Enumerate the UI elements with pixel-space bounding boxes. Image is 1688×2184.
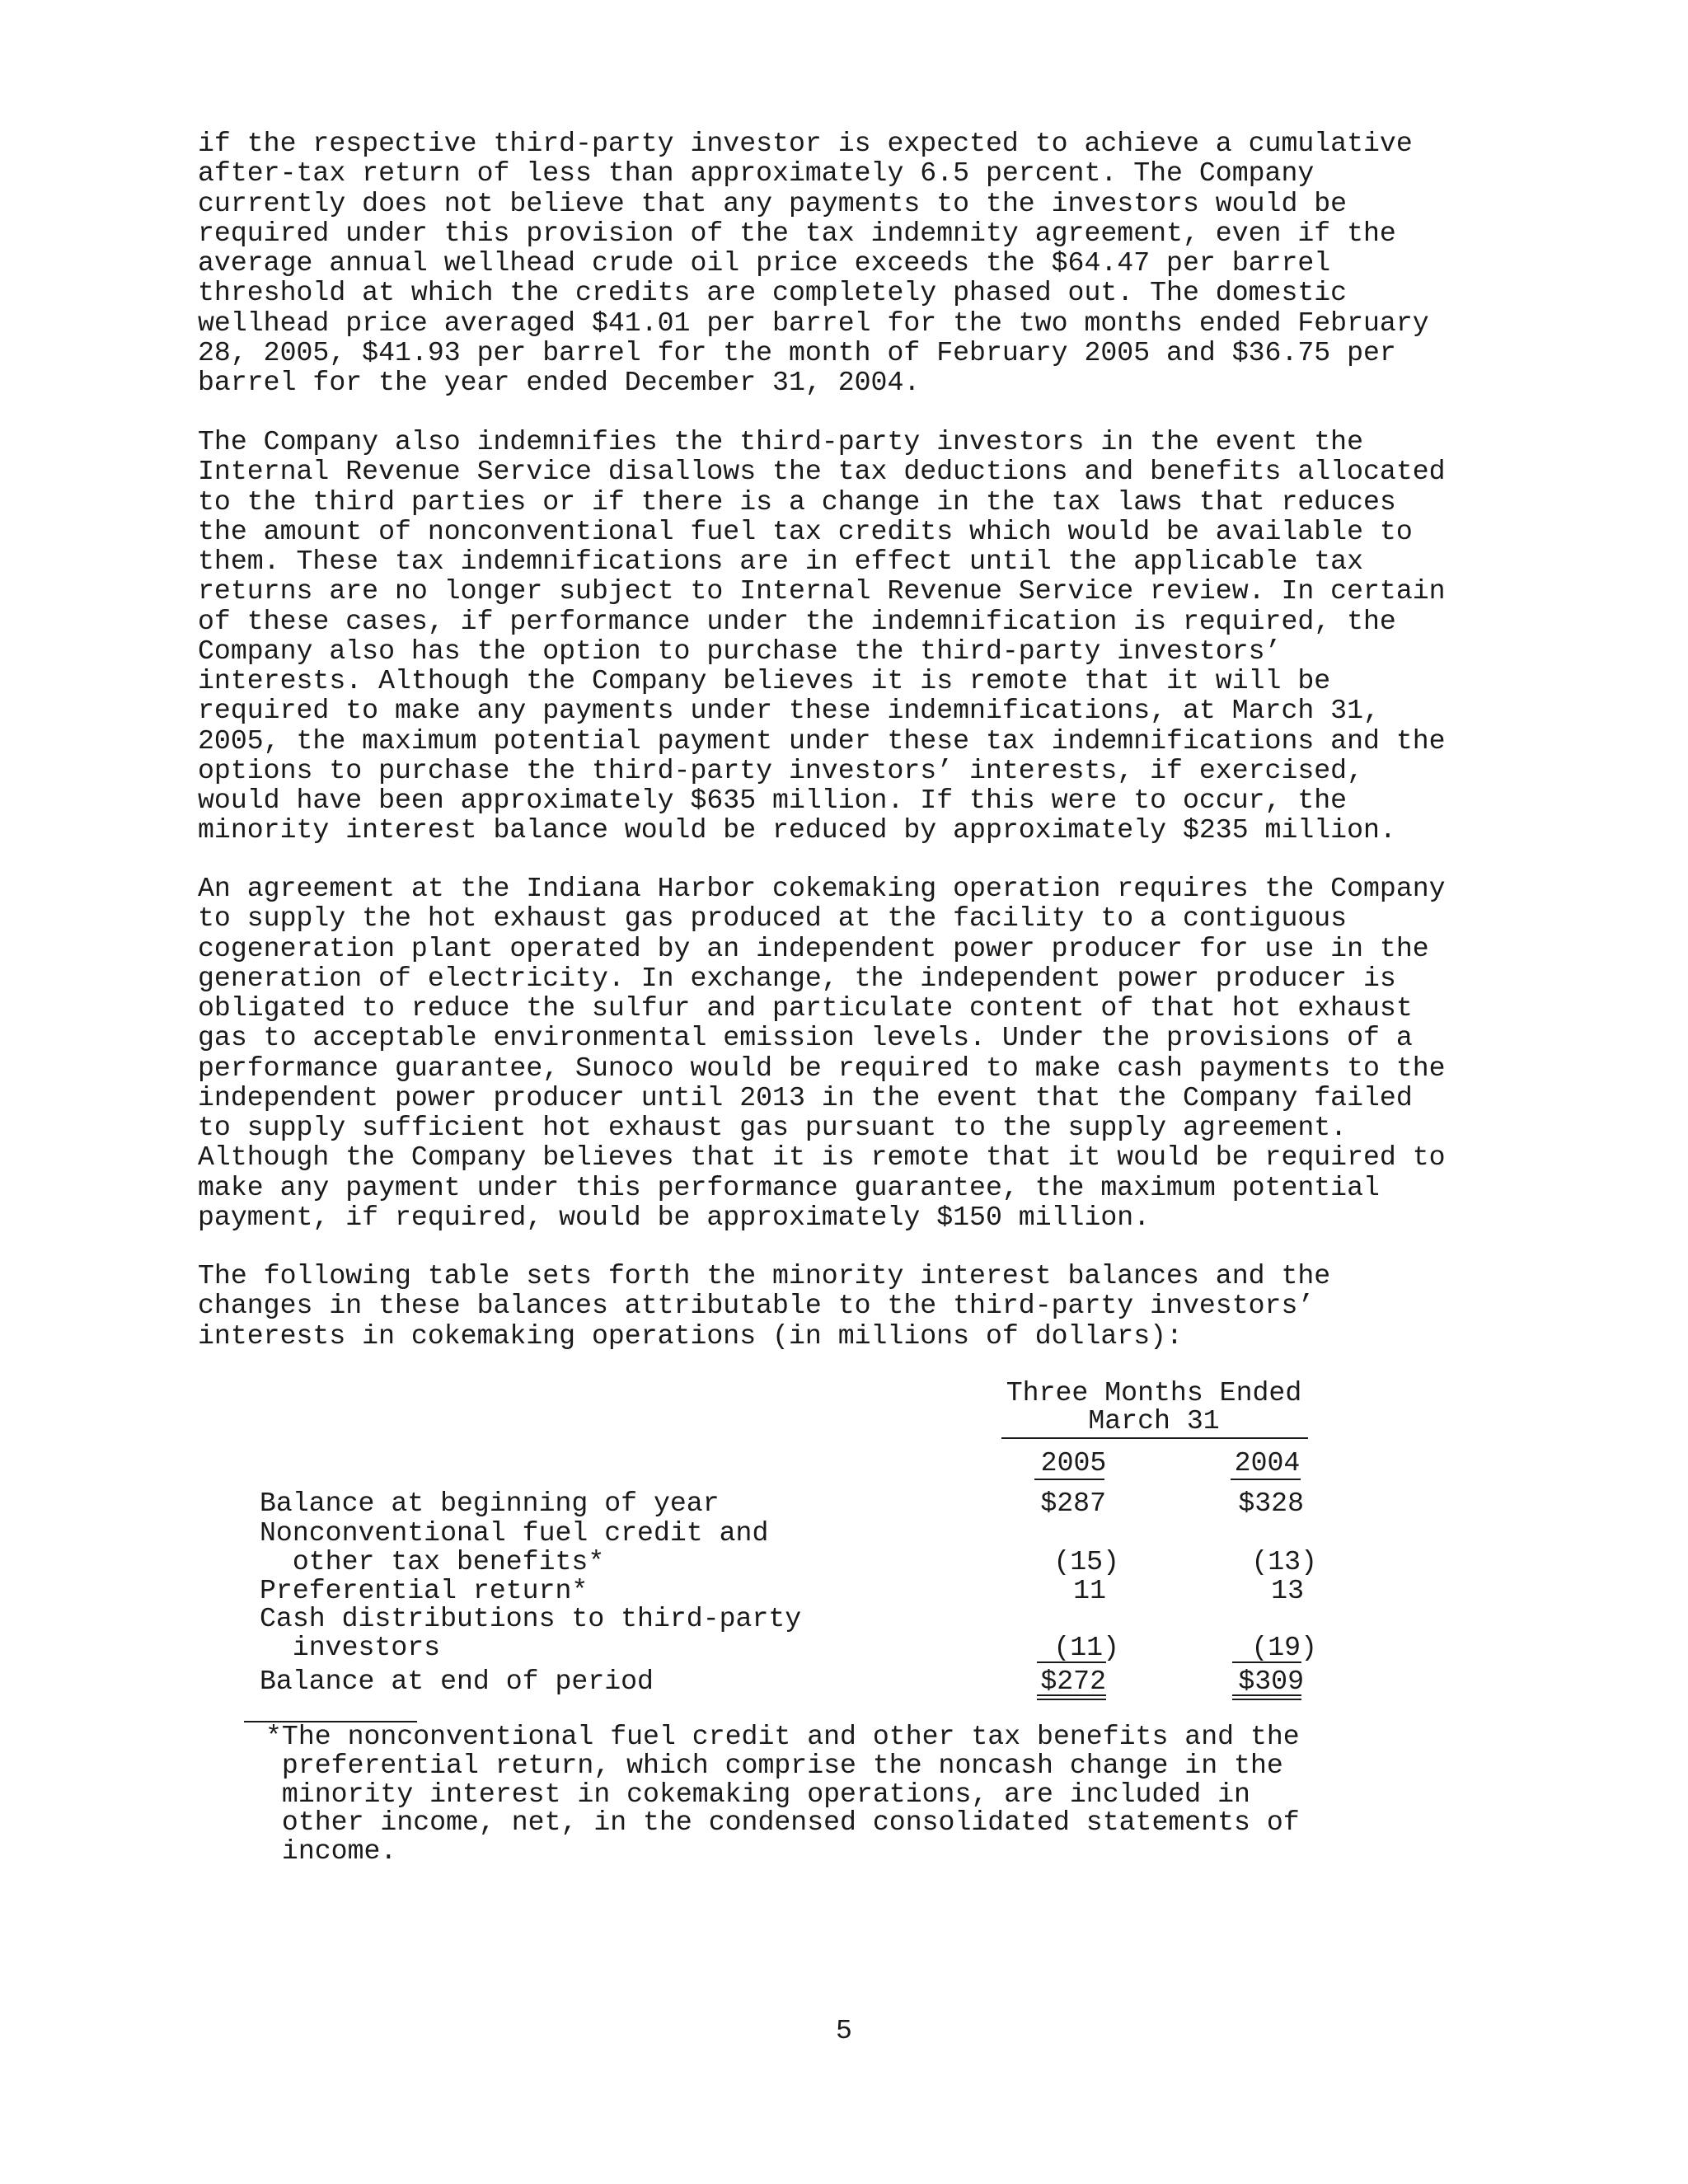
text-line: options to purchase the third-party investors’ interests, if exercised, (198, 754, 1364, 786)
text-line: Company also has the option to purchase the third-party investors’ (198, 635, 1282, 667)
table-cell-2005: (11) (1053, 1632, 1119, 1663)
text-line: minority interest balance would be reduced by approximately $235 million. (198, 814, 1396, 846)
footnote (265, 1722, 1502, 1866)
text-line: threshold at which the credits are completely phased out. The domestic (198, 277, 1348, 309)
column-header-2004: 2004 (1234, 1447, 1301, 1479)
footnote-line: income. (265, 1835, 397, 1868)
text-line: would have been approximately $635 million. If this were to occur, the (198, 785, 1348, 816)
footnote-line: minority interest in cokemaking operations, are included in (265, 1778, 1250, 1810)
footnote-line: other income, net, in the condensed consolidated statements of (265, 1807, 1300, 1839)
table-row-label: investors (260, 1632, 441, 1663)
text-line: changes in these balances attributable to the third-party investors’ (198, 1290, 1315, 1322)
table-row-label: Balance at end of period (260, 1666, 654, 1697)
text-line: independent power producer until 2013 in the event that the Company failed (198, 1081, 1413, 1113)
paragraph-tax-indemnification (198, 427, 1615, 846)
text-line: required to make any payments under these indemnifications, at March 31, (198, 695, 1380, 727)
text-line: after-tax return of less than approximately 6.5 percent. The Company (198, 157, 1315, 190)
table-cell-2005: (15) (1053, 1546, 1119, 1577)
text-line: 2005, the maximum potential payment under these tax indemnifications and the (198, 724, 1446, 757)
text-line: them. These tax indemnifications are in effect until the applicable tax (198, 546, 1364, 577)
text-line: if the respective third-party investor is expected to achieve a cumulative (198, 128, 1413, 159)
paragraph-tax-return-threshold (198, 129, 1615, 397)
text-line: Internal Revenue Service disallows the tax deductions and benefits allocated (198, 456, 1446, 488)
table-cell-2004: (13) (1251, 1546, 1317, 1577)
text-line: The following table sets forth the minority interest balances and the (198, 1260, 1331, 1291)
text-line: to supply sufficient hot exhaust gas pursuant to the supply agreement. (198, 1112, 1348, 1143)
header-underline (1001, 1437, 1308, 1439)
total-double-underline (1037, 1699, 1106, 1700)
table-cell-2004: 13 (1271, 1575, 1304, 1606)
footnote-line: *The nonconventional fuel credit and other tax benefits and the (265, 1721, 1300, 1752)
table-cell-2005: $272 (1040, 1666, 1106, 1697)
total-double-underline (1037, 1694, 1106, 1696)
text-line: obligated to reduce the sulfur and particulate content of that hot exhaust (198, 992, 1413, 1024)
table-row-label: Balance at beginning of year (260, 1488, 720, 1519)
text-line: 28, 2005, $41.93 per barrel for the month of February 2005 and $36.75 per (198, 336, 1396, 368)
table-cell-2004: $309 (1238, 1666, 1304, 1697)
total-double-underline (1232, 1694, 1301, 1696)
table-header-date: March 31 (1088, 1405, 1220, 1436)
text-line: The Company also indemnifies the third-party investors in the event the (198, 426, 1364, 457)
text-line: average annual wellhead crude oil price exceeds the $64.47 per barrel (198, 247, 1331, 279)
text-line: generation of electricity. In exchange, the independent power producer is (198, 962, 1396, 994)
page-number: 5 (836, 2015, 852, 2046)
table-cell-2005: 11 (1073, 1575, 1106, 1606)
table-row-label: Cash distributions to third-party (260, 1603, 802, 1634)
table-cell-2005: $287 (1040, 1488, 1106, 1519)
table-cell-2004: $328 (1238, 1488, 1304, 1519)
text-line: of these cases, if performance under the indemnification is required, the (198, 605, 1396, 637)
text-line: An agreement at the Indiana Harbor cokemaking operation requires the Company (198, 873, 1446, 904)
text-line: interests in cokemaking operations (in millions of dollars): (198, 1319, 1183, 1352)
column-underline (1231, 1479, 1301, 1480)
paragraph-table-intro (198, 1261, 1615, 1351)
text-line: payment, if required, would be approximately $150 million. (198, 1201, 1151, 1233)
text-line: make any payment under this performance guarantee, the maximum potential (198, 1171, 1380, 1203)
text-line: interests. Although the Company believes it is remote that it will be (198, 665, 1331, 696)
subtotal-underline (1037, 1661, 1106, 1663)
table-cell-2004: (19) (1251, 1632, 1317, 1663)
column-header-2005: 2005 (1040, 1447, 1107, 1479)
total-double-underline (1232, 1699, 1301, 1700)
text-line: currently does not believe that any payments to the investors would be (198, 187, 1348, 219)
text-line: to the third parties or if there is a change in the tax laws that reduces (198, 485, 1396, 518)
footnote-line: preferential return, which comprise the noncash change in the (265, 1749, 1283, 1781)
subtotal-underline (1232, 1661, 1301, 1663)
table-row-label: Preferential return* (260, 1575, 588, 1606)
text-line: barrel for the year ended December 31, 2004. (198, 367, 921, 398)
paragraph-indiana-harbor-agreement (198, 874, 1615, 1232)
text-line: cogeneration plant operated by an independent power producer for use in the (198, 932, 1429, 964)
text-line: performance guarantee, Sunoco would be required to make cash payments to the (198, 1052, 1446, 1084)
text-line: returns are no longer subject to Internal Revenue Service review. In certain (198, 575, 1446, 607)
table-row-label: other tax benefits* (260, 1546, 605, 1577)
text-line: gas to acceptable environmental emission levels. Under the provisions of a (198, 1022, 1413, 1054)
table-header-period: Three Months Ended (1006, 1377, 1302, 1408)
text-line: to supply the hot exhaust gas produced at the facility to a contiguous (198, 902, 1348, 935)
text-line: wellhead price averaged $41.01 per barrel for the two months ended February (198, 307, 1429, 339)
text-line: required under this provision of the tax indemnity agreement, even if the (198, 217, 1396, 249)
column-underline (1034, 1479, 1104, 1480)
table-row-label: Nonconventional fuel credit and (260, 1517, 769, 1549)
text-line: the amount of nonconventional fuel tax credits which would be available to (198, 515, 1413, 547)
text-line: Although the Company believes that it is remote that it would be required to (198, 1141, 1446, 1174)
